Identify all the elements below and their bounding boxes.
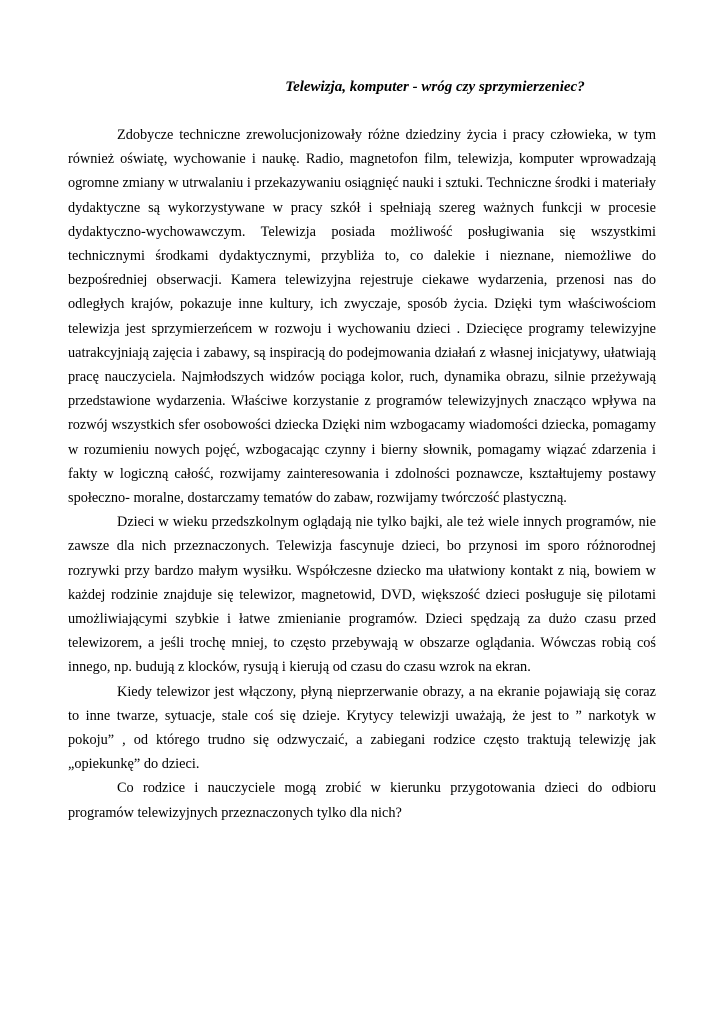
paragraph-3: Kiedy telewizor jest włączony, płyną nieprzerwanie obrazy, a na ekranie pojawiają się coraz to inne twarze, sytuacje, stale coś się dzieje. Krytycy telewizji uważają, że jest to ” narkotyk w pokoju” , od którego trudno się odzwyczaić, a zabiegani rodzice często traktują telewizję jak „opiekunkę” do dzieci. [68,683,656,773]
paragraph-1: Zdobycze techniczne zrewolucjonizowały różne dziedziny życia i pracy człowieka, w tym również oświatę, wychowanie i naukę. Radio, magnetofon film, telewizja, komputer wprowadzają ogromne zmiany w utrwalaniu i przekazywaniu osiągnięć nauki i sztuki. Techniczne środki i materiały dydaktyczne są wykorzystywane w pracy szkół i spełniają szereg ważnych funkcji w procesie dydaktyczno-wychowawczym. Telewizja posiada możliwość posługiwania się wszystkimi technicznymi środkami dydaktycznymi, przybliża to, co dalekie i nieznane, niemożliwe do bezpośredniej obserwacji. Kamera telewizyjna rejestruje ciekawe wydarzenia, przenosi nas do odległych krajów, pokazuje inne kultury, ich zwyczaje, sposób życia. Dzięki tym właściwościom telewizja jest sprzymierzeńcem w rozwoju i wychowaniu dzieci . Dziecięce programy telewizyjne uatrakcyjniają zajęcia i zabawy, są inspiracją do podejmowania działań z własnej inicjatywy, ułatwiają pracę nauczyciela. Najmłodszych widzów pociąga kolor, ruch, dynamika obrazu, silnie przeżywają przedstawione wydarzenia. Właściwe korzystanie z programów telewizyjnych znacząco wpływa na rozwój wszystkich sfer osobowości dziecka Dzięki nim wzbogacamy wiadomości dziecka, pomagamy w rozumieniu nowych pojęć, wzbogacając czynny i bierny słownik, pomagamy wiązać zdarzenia i fakty w logiczną całość, rozwijamy zainteresowania i zdolności poznawcze, kształtujemy postawy społeczno- moralne, dostarczamy tematów do zabaw, rozwijamy twórczość plastyczną. [68,127,656,507]
paragraph-4: Co rodzice i nauczyciele mogą zrobić w kierunku przygotowania dzieci do odbioru programów telewizyjnych przeznaczonych tylko dla nich? [68,780,656,821]
paragraph-2: Dzieci w wieku przedszkolnym oglądają nie tylko bajki, ale też wiele innych programów, nie zawsze dla nich przeznaczonych. Telewizja fascynuje dzieci, bo przynosi im sporo różnorodnej rozrywki przy bardzo małym wysiłku. Współczesne dziecko ma ułatwiony kontakt z nią, bowiem w każdej rodzinie znajduje się telewizor, magnetowid, DVD, większość dzieci posługuje się pilotami umożliwiającymi szybkie i łatwe zmienianie programów. Dzieci spędzają za dużo czasu przed telewizorem, a jeśli trochę mniej, to często przebywają w obszarze oglądania. Wówczas robią coś innego, np. budują z klocków, rysują i kierują od czasu do czasu wzrok na ekran. [68,514,656,676]
document-title: Telewizja, komputer - wróg czy sprzymierzeniec? [285,79,585,95]
